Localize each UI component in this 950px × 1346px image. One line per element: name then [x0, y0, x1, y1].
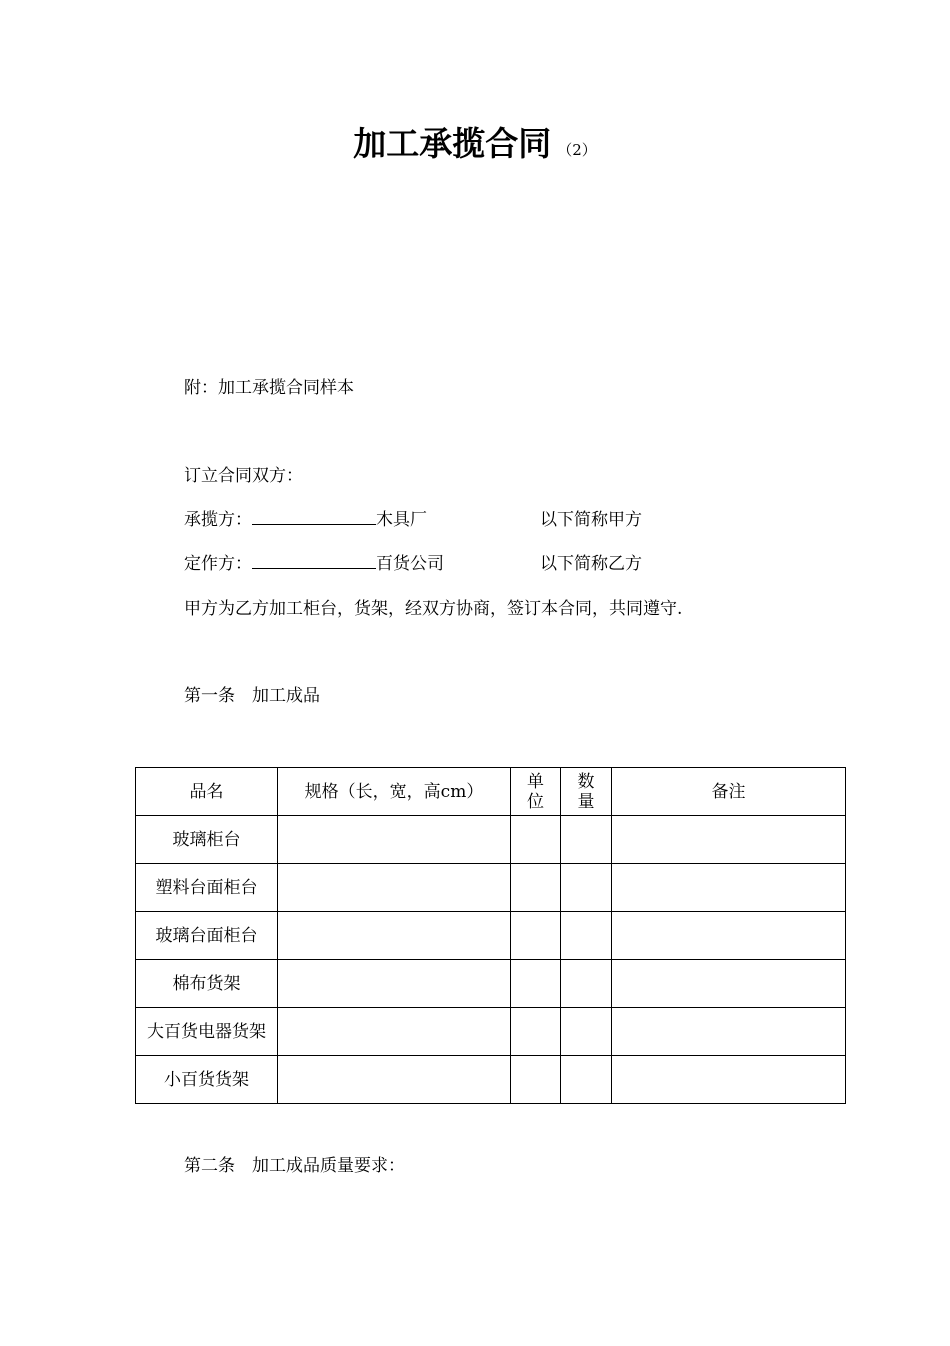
unit-cell[interactable] [511, 816, 561, 864]
intro-text: 甲方为乙方加工柜台，货架，经双方协商，签订本合同，共同遵守. [184, 599, 683, 619]
header-unit [511, 768, 561, 816]
spec-cell[interactable] [278, 960, 511, 1008]
attachment-label: 附：加工承揽合同样本 [184, 378, 354, 398]
product-name-cell: 玻璃台面柜台 [136, 912, 278, 960]
page-title [0, 118, 950, 165]
product-name-cell: 塑料台面柜台 [136, 864, 278, 912]
quantity-cell[interactable] [561, 912, 612, 960]
contractor-blank[interactable] [252, 507, 376, 525]
product-name-cell [136, 1008, 278, 1056]
header-spec: 规格（长，宽，高cm） [278, 768, 511, 816]
orderer-label: 定作方： [184, 554, 252, 574]
product-name-cell: 小百货货架 [136, 1056, 278, 1104]
products-table-wrapper [135, 767, 846, 1104]
contractor-suffix: 木具厂 [376, 510, 427, 530]
remarks-cell[interactable] [612, 816, 846, 864]
quantity-cell[interactable] [561, 816, 612, 864]
spec-cell[interactable] [278, 816, 511, 864]
table-header-row [136, 768, 846, 816]
title-sub: （2） [557, 141, 597, 159]
remarks-cell[interactable] [612, 864, 846, 912]
remarks-cell[interactable] [612, 912, 846, 960]
product-name-text: 大百货电器货架 [147, 1021, 266, 1042]
header-remarks: 备注 [612, 768, 846, 816]
table-row [136, 1008, 846, 1056]
quantity-cell[interactable] [561, 960, 612, 1008]
product-name-cell: 棉布货架 [136, 960, 278, 1008]
header-quantity-text: 数量 [577, 771, 595, 812]
parties-heading: 订立合同双方： [184, 466, 303, 486]
unit-cell[interactable] [511, 1008, 561, 1056]
unit-cell[interactable] [511, 864, 561, 912]
orderer-blank[interactable] [252, 551, 376, 569]
spec-cell[interactable] [278, 912, 511, 960]
remarks-cell[interactable] [612, 1056, 846, 1104]
spec-cell[interactable] [278, 1008, 511, 1056]
product-name-cell: 玻璃柜台 [136, 816, 278, 864]
title-main: 加工承揽合同 [353, 124, 552, 163]
header-product-name: 品名 [136, 768, 278, 816]
quantity-cell[interactable] [561, 1056, 612, 1104]
table-row [136, 960, 846, 1008]
table-row [136, 912, 846, 960]
unit-cell[interactable] [511, 960, 561, 1008]
orderer-suffix: 百货公司 [376, 554, 444, 574]
quantity-cell[interactable] [561, 864, 612, 912]
remarks-cell[interactable] [612, 1008, 846, 1056]
orderer-line [184, 549, 642, 574]
table-row [136, 816, 846, 864]
table-row [136, 864, 846, 912]
header-unit-text: 单位 [527, 771, 544, 812]
contractor-label: 承揽方： [184, 510, 252, 530]
header-quantity [561, 768, 612, 816]
article-1-heading: 第一条 加工成品 [184, 686, 320, 706]
unit-cell[interactable] [511, 912, 561, 960]
products-table [135, 767, 846, 1104]
orderer-alias: 以下简称乙方 [540, 554, 642, 574]
table-row [136, 1056, 846, 1104]
contractor-alias: 以下简称甲方 [540, 510, 642, 530]
quantity-cell[interactable] [561, 1008, 612, 1056]
spec-cell[interactable] [278, 1056, 511, 1104]
spec-cell[interactable] [278, 864, 511, 912]
article-2-heading: 第二条 加工成品质量要求： [184, 1156, 405, 1176]
contractor-line [184, 505, 642, 530]
unit-cell[interactable] [511, 1056, 561, 1104]
remarks-cell[interactable] [612, 960, 846, 1008]
